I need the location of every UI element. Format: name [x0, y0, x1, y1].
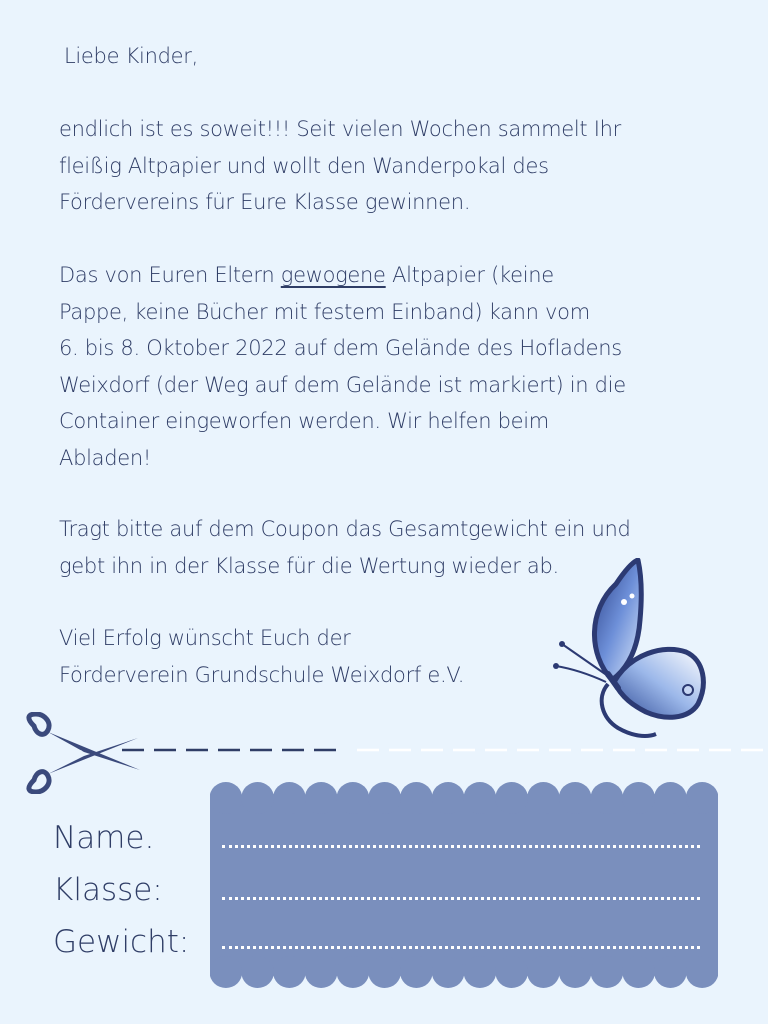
signature: Viel Erfolg wünscht Euch der Förderverein Grundschule Weixdorf e.V.: [59, 626, 465, 687]
coupon-scallop-bottom: [210, 956, 242, 988]
greeting: Liebe Kinder,: [64, 44, 198, 68]
coupon-scallop-bottom: [654, 956, 687, 988]
coupon-scallop-bottom: [686, 956, 718, 988]
coupon-scallop-top: [527, 782, 560, 814]
coupon-scallop-top: [337, 782, 370, 814]
coupon-box: [210, 782, 718, 988]
weight-field[interactable]: [222, 942, 700, 949]
coupon-scallop-top: [654, 782, 687, 814]
coupon-scallop-bottom: [400, 956, 433, 988]
weight-label: Gewicht:: [53, 924, 190, 960]
scissors-icon: [22, 712, 142, 794]
name-field[interactable]: [222, 841, 700, 848]
name-label: Name.: [53, 820, 155, 856]
coupon-scallop-bottom: [273, 956, 306, 988]
coupon-scallop-bottom: [305, 956, 338, 988]
coupon-scallop-top: [400, 782, 433, 814]
coupon-scallop-bottom: [464, 956, 497, 988]
underlined-word: gewogene: [280, 263, 386, 287]
coupon-scallop-top: [273, 782, 306, 814]
class-field[interactable]: [222, 893, 700, 900]
coupon-scallop-bottom: [622, 956, 655, 988]
coupon-labels: [53, 812, 189, 968]
coupon-scallop-top: [622, 782, 655, 814]
coupon-scallop-top: [241, 782, 274, 814]
coupon-scallop-bottom: [527, 956, 560, 988]
coupon-scallop-bottom: [495, 956, 528, 988]
coupon-scallop-top: [210, 782, 242, 814]
coupon-scallop-top: [559, 782, 592, 814]
paragraph-coupon-instructions: Tragt bitte auf dem Coupon das Gesamtgewicht ein und gebt ihn in der Klasse für die Wertung wieder ab.: [59, 517, 631, 578]
coupon-scallop-top: [305, 782, 338, 814]
coupon-scallop-bottom: [241, 956, 274, 988]
butterfly-illustration: [552, 558, 710, 740]
coupon-scallop-bottom: [337, 956, 370, 988]
coupon-scallop-top: [368, 782, 401, 814]
dropoff-text-rest: Altpapier (keine Pappe, keine Bücher mit festem Einband) kann vom 6. bis 8. Oktober 2022 auf dem Gelände des Hofladens Weixdorf (der Weg auf dem Gelände ist markiert) in die Container eingeworfen werden. Wir helfen beim Abladen!: [59, 263, 626, 470]
paragraph-dropoff: [59, 257, 626, 476]
dropoff-text-start: Das von Euren Eltern: [59, 263, 281, 287]
coupon-scallop-top: [495, 782, 528, 814]
coupon-scallop-bottom: [432, 956, 465, 988]
coupon-scallop-top: [591, 782, 624, 814]
coupon-scallop-bottom: [559, 956, 592, 988]
paragraph-intro: endlich ist es soweit!!! Seit vielen Wochen sammelt Ihr fleißig Altpapier und wollt den Wanderpokal des Fördervereins für Eure Klasse gewinnen.: [59, 117, 621, 214]
coupon-scallop-bottom: [368, 956, 401, 988]
coupon-scallop-bottom: [591, 956, 624, 988]
coupon-scallop-top: [686, 782, 718, 814]
coupon-scallop-top: [464, 782, 497, 814]
coupon-scallop-top: [432, 782, 465, 814]
class-label: Klasse:: [53, 872, 163, 908]
